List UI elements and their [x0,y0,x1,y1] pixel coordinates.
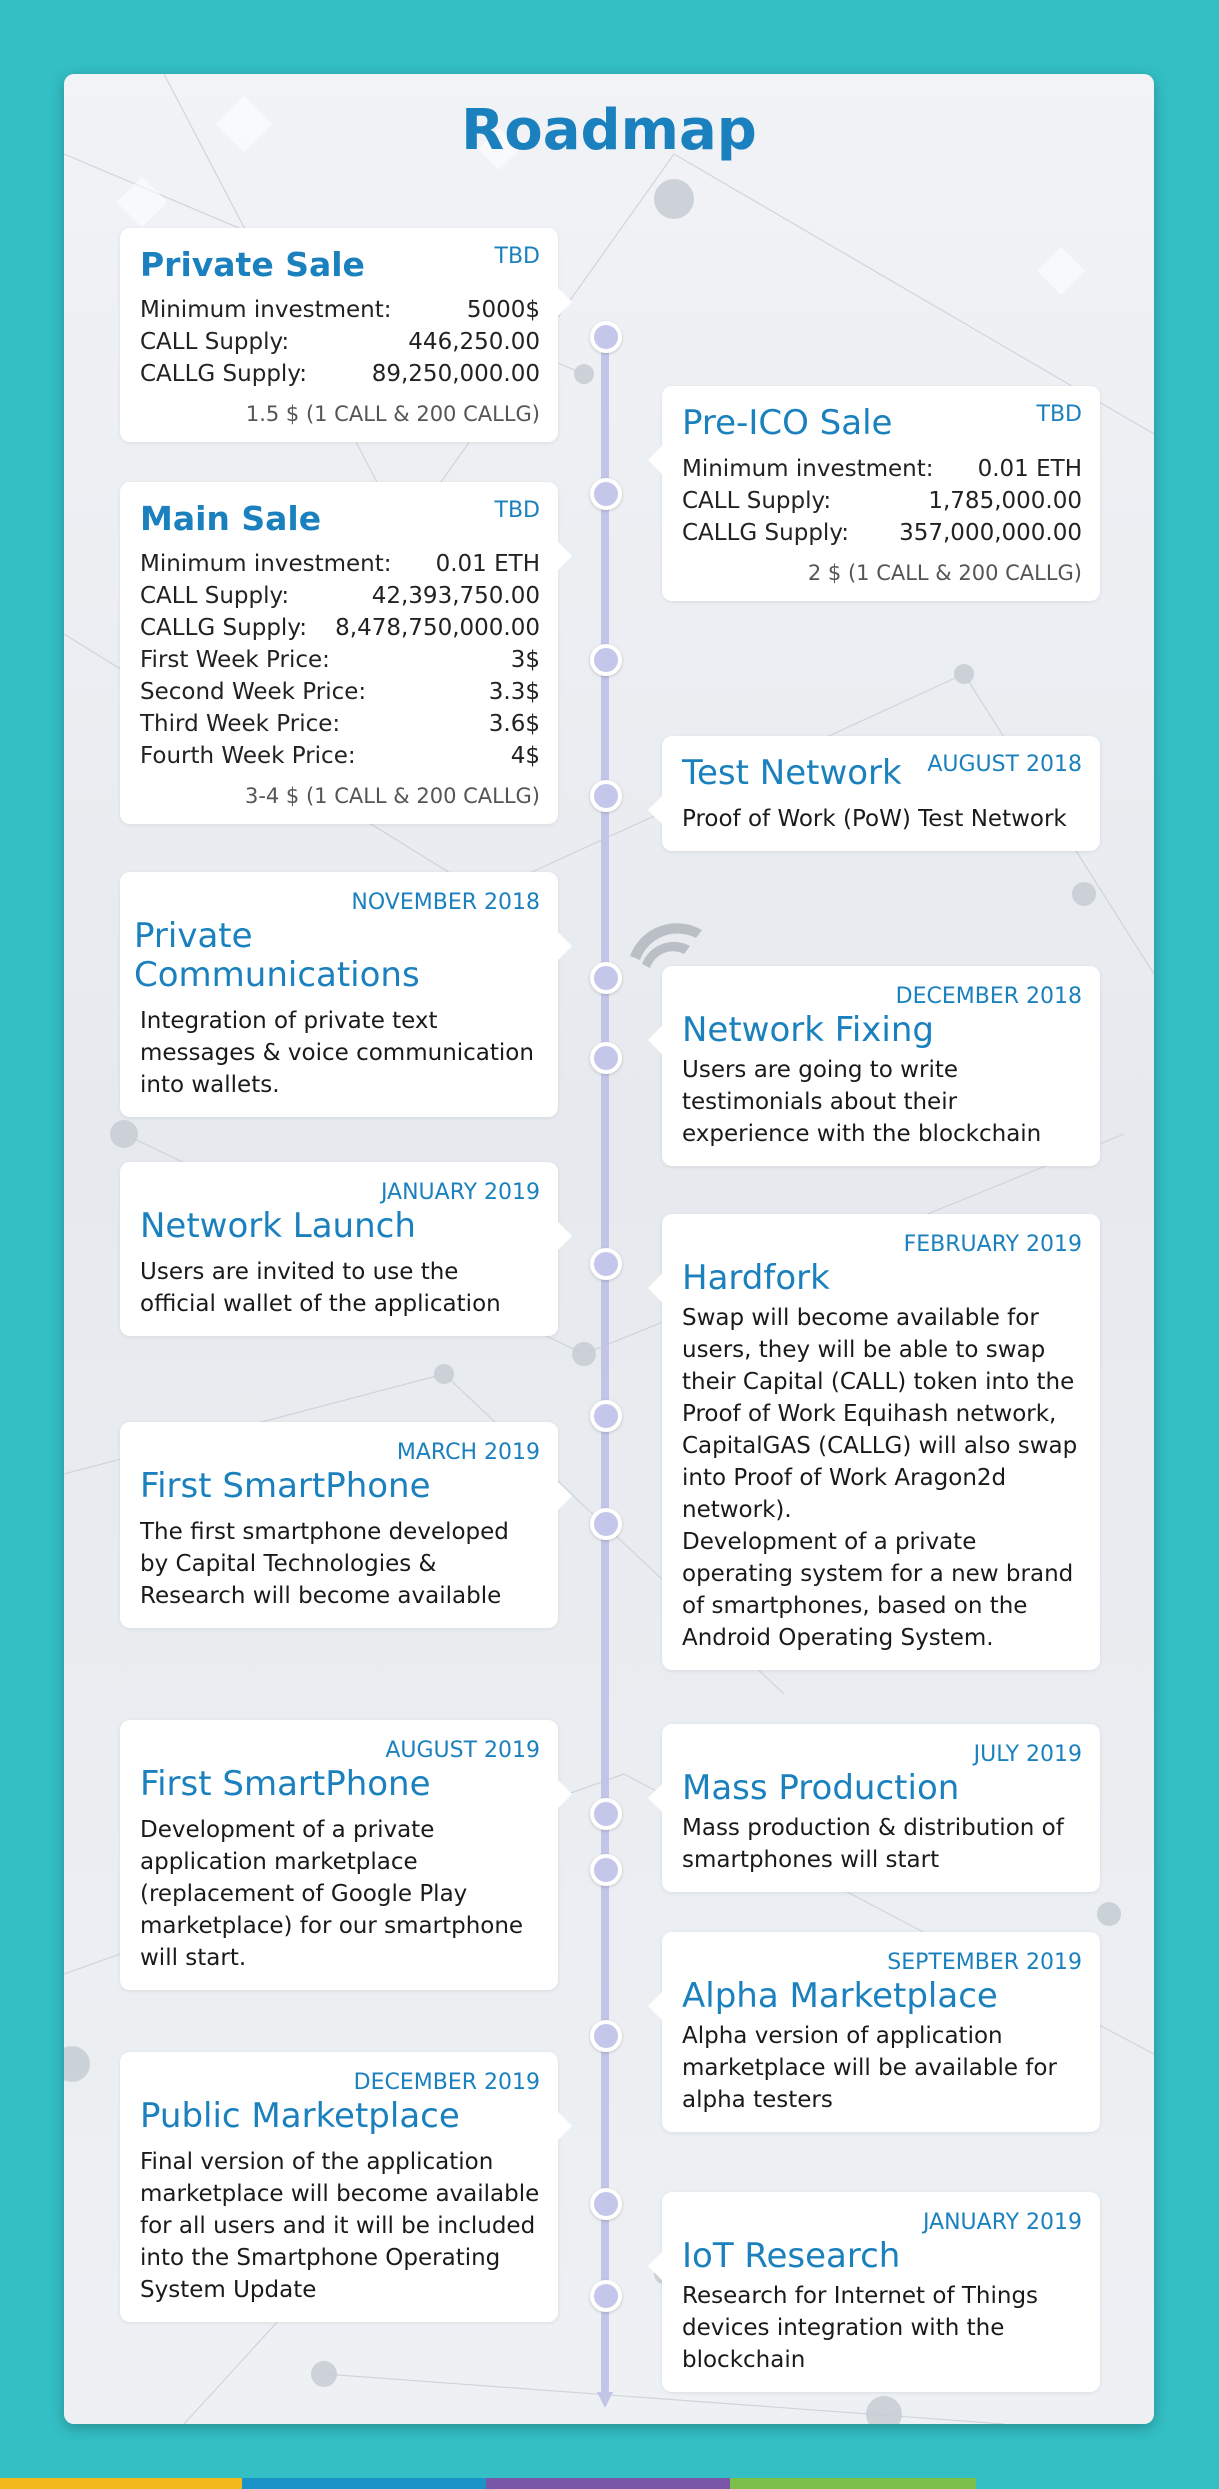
stat-row [682,453,1082,485]
card-description: Users are going to write testimonials about their experience with the blockchain [682,1057,1042,1148]
stat-value: 3$ [510,646,540,673]
stat-label: CALL Supply: [682,488,832,515]
card-first-smartphone-august [120,1720,558,1990]
stat-value: 0.01 ETH [977,456,1082,483]
stat-row [140,644,540,676]
card-title: Private Sale [140,245,365,284]
wifi-icon [630,923,702,968]
timeline-dot [590,2280,622,2312]
stat-row [140,580,540,612]
timeline-line [601,334,609,2394]
card-title: Alpha Marketplace [682,1976,998,2016]
card-description: Alpha version of application marketplace will be available for alpha testers [682,2023,1057,2114]
card-title: Hardfork [682,1258,830,1298]
timeline-dot [590,2188,622,2220]
roadmap-panel [64,74,1154,2424]
stat-row [682,517,1082,549]
card-hardfork [662,1214,1100,1670]
stat-label: CALL Supply: [140,582,290,609]
stat-label: Minimum investment: [140,550,392,577]
card-title: Pre-ICO Sale [682,403,893,443]
stat-row [140,294,540,326]
stat-row [140,676,540,708]
card-test-network [662,736,1100,851]
card-public-marketplace [120,2052,558,2322]
stat-label: CALLG Supply: [140,614,308,641]
card-mass-production [662,1724,1100,1892]
card-network-fixing [662,966,1100,1166]
card-alpha-marketplace [662,1932,1100,2132]
card-title: Network Fixing [682,1010,934,1050]
stat-value: 42,393,750.00 [371,582,540,609]
card-date: TBD [494,244,540,269]
stat-value: 446,250.00 [408,328,540,355]
card-title: Public Marketplace [140,2096,460,2136]
card-title: Network Launch [140,1206,416,1246]
stat-label: CALLG Supply: [682,520,850,547]
stat-row [140,326,540,358]
card-title: Private Communications [134,916,420,996]
timeline-dot [590,1508,622,1540]
stat-value: 89,250,000.00 [371,360,540,387]
card-main-sale [120,482,558,824]
card-description: Final version of the application marketplace will become available for all users and it will be included into the Smartphone Operating System Update [140,2149,540,2304]
timeline-dot [590,1798,622,1830]
card-date: TBD [1036,402,1082,427]
card-title: First SmartPhone [140,1764,431,1804]
card-title: Test Network [682,753,902,793]
timeline-dot [590,1400,622,1432]
stat-label: Second Week Price: [140,678,367,705]
card-date: AUGUST 2019 [385,1738,540,1763]
card-date: MARCH 2019 [396,1440,540,1465]
card-date: FEBRUARY 2019 [903,1232,1082,1257]
price-note: 1.5 $ (1 CALL & 200 CALLG) [245,401,540,426]
stat-row [140,548,540,580]
stat-label: CALL Supply: [140,328,290,355]
card-description: Research for Internet of Things devices integration with the blockchain [682,2283,1039,2374]
price-note: 3-4 $ (1 CALL & 200 CALLG) [244,783,540,808]
card-iot-research [662,2192,1100,2392]
card-date: AUGUST 2018 [927,752,1082,777]
stat-label: Minimum investment: [682,456,934,483]
stat-row [140,358,540,390]
card-description: Proof of Work (PoW) Test Network [682,806,1067,833]
timeline-dot [590,2020,622,2052]
stat-label: CALLG Supply: [140,360,308,387]
card-network-launch [120,1162,558,1336]
stat-label: Fourth Week Price: [140,742,356,769]
stat-value: 8,478,750,000.00 [335,614,540,641]
stat-row [140,740,540,772]
card-pre-ico-sale [662,386,1100,601]
card-date: DECEMBER 2019 [353,2070,540,2095]
footer-stripe-purple [486,2478,730,2489]
stat-row [682,485,1082,517]
card-date: NOVEMBER 2018 [351,890,540,915]
card-date: JULY 2019 [973,1742,1082,1767]
stat-value: 3.3$ [488,678,540,705]
card-title: IoT Research [682,2236,901,2276]
card-private-sale [120,228,558,442]
footer-stripe-blue [242,2478,486,2489]
card-title: Main Sale [140,499,322,538]
stat-value: 357,000,000.00 [899,520,1082,547]
card-title: Mass Production [682,1768,960,1808]
card-date: SEPTEMBER 2019 [887,1950,1082,1975]
card-date: JANUARY 2019 [922,2210,1082,2235]
card-date: JANUARY 2019 [380,1180,540,1205]
card-first-smartphone-march [120,1422,558,1628]
footer-stripe-yellow [0,2478,242,2489]
card-description: Users are invited to use the official wallet of the application [140,1259,501,1318]
card-description: Development of a private application marketplace (replacement of Google Play marketplace) for our smartphone will start. [140,1817,524,1972]
stat-label: Minimum investment: [140,296,392,323]
timeline-dot [590,1248,622,1280]
timeline-dot [590,962,622,994]
card-description-secondary: Development of a private operating system for a new brand of smartphones, based on the Android Operating System. [682,1529,1074,1652]
stat-value: 5000$ [466,296,540,323]
stat-label: First Week Price: [140,646,330,673]
timeline-dot [590,321,622,353]
timeline-dot [590,1042,622,1074]
stat-value: 3.6$ [488,710,540,737]
timeline-dot [590,780,622,812]
card-date: TBD [494,498,540,523]
timeline-dot [590,478,622,510]
stat-value: 4$ [510,742,540,769]
stat-row [140,708,540,740]
timeline-dot [590,1854,622,1886]
stat-label: Third Week Price: [140,710,341,737]
card-description: Swap will become available for users, they will be able to swap their Capital (CALL) token into the Proof of Work Equihash network, CapitalGAS (CALLG) will also swap into Proof of Work Aragon2d network). [682,1305,1078,1524]
card-description: Integration of private text messages & voice communication into wallets. [140,1008,534,1099]
price-note: 2 $ (1 CALL & 200 CALLG) [807,561,1082,586]
stat-value: 1,785,000.00 [928,488,1082,515]
footer-stripe-green [730,2478,976,2489]
page-title: Roadmap [461,98,757,163]
card-description: The first smartphone developed by Capital Technologies & Research will become available [140,1519,509,1610]
timeline-arrow-tip [597,2392,613,2408]
stat-value: 0.01 ETH [435,550,540,577]
stat-row [140,612,540,644]
card-title: First SmartPhone [140,1466,431,1506]
card-date: DECEMBER 2018 [895,984,1082,1009]
timeline-dot [590,644,622,676]
card-private-communications [120,872,558,1117]
card-description: Mass production & distribution of smartphones will start [682,1815,1064,1874]
